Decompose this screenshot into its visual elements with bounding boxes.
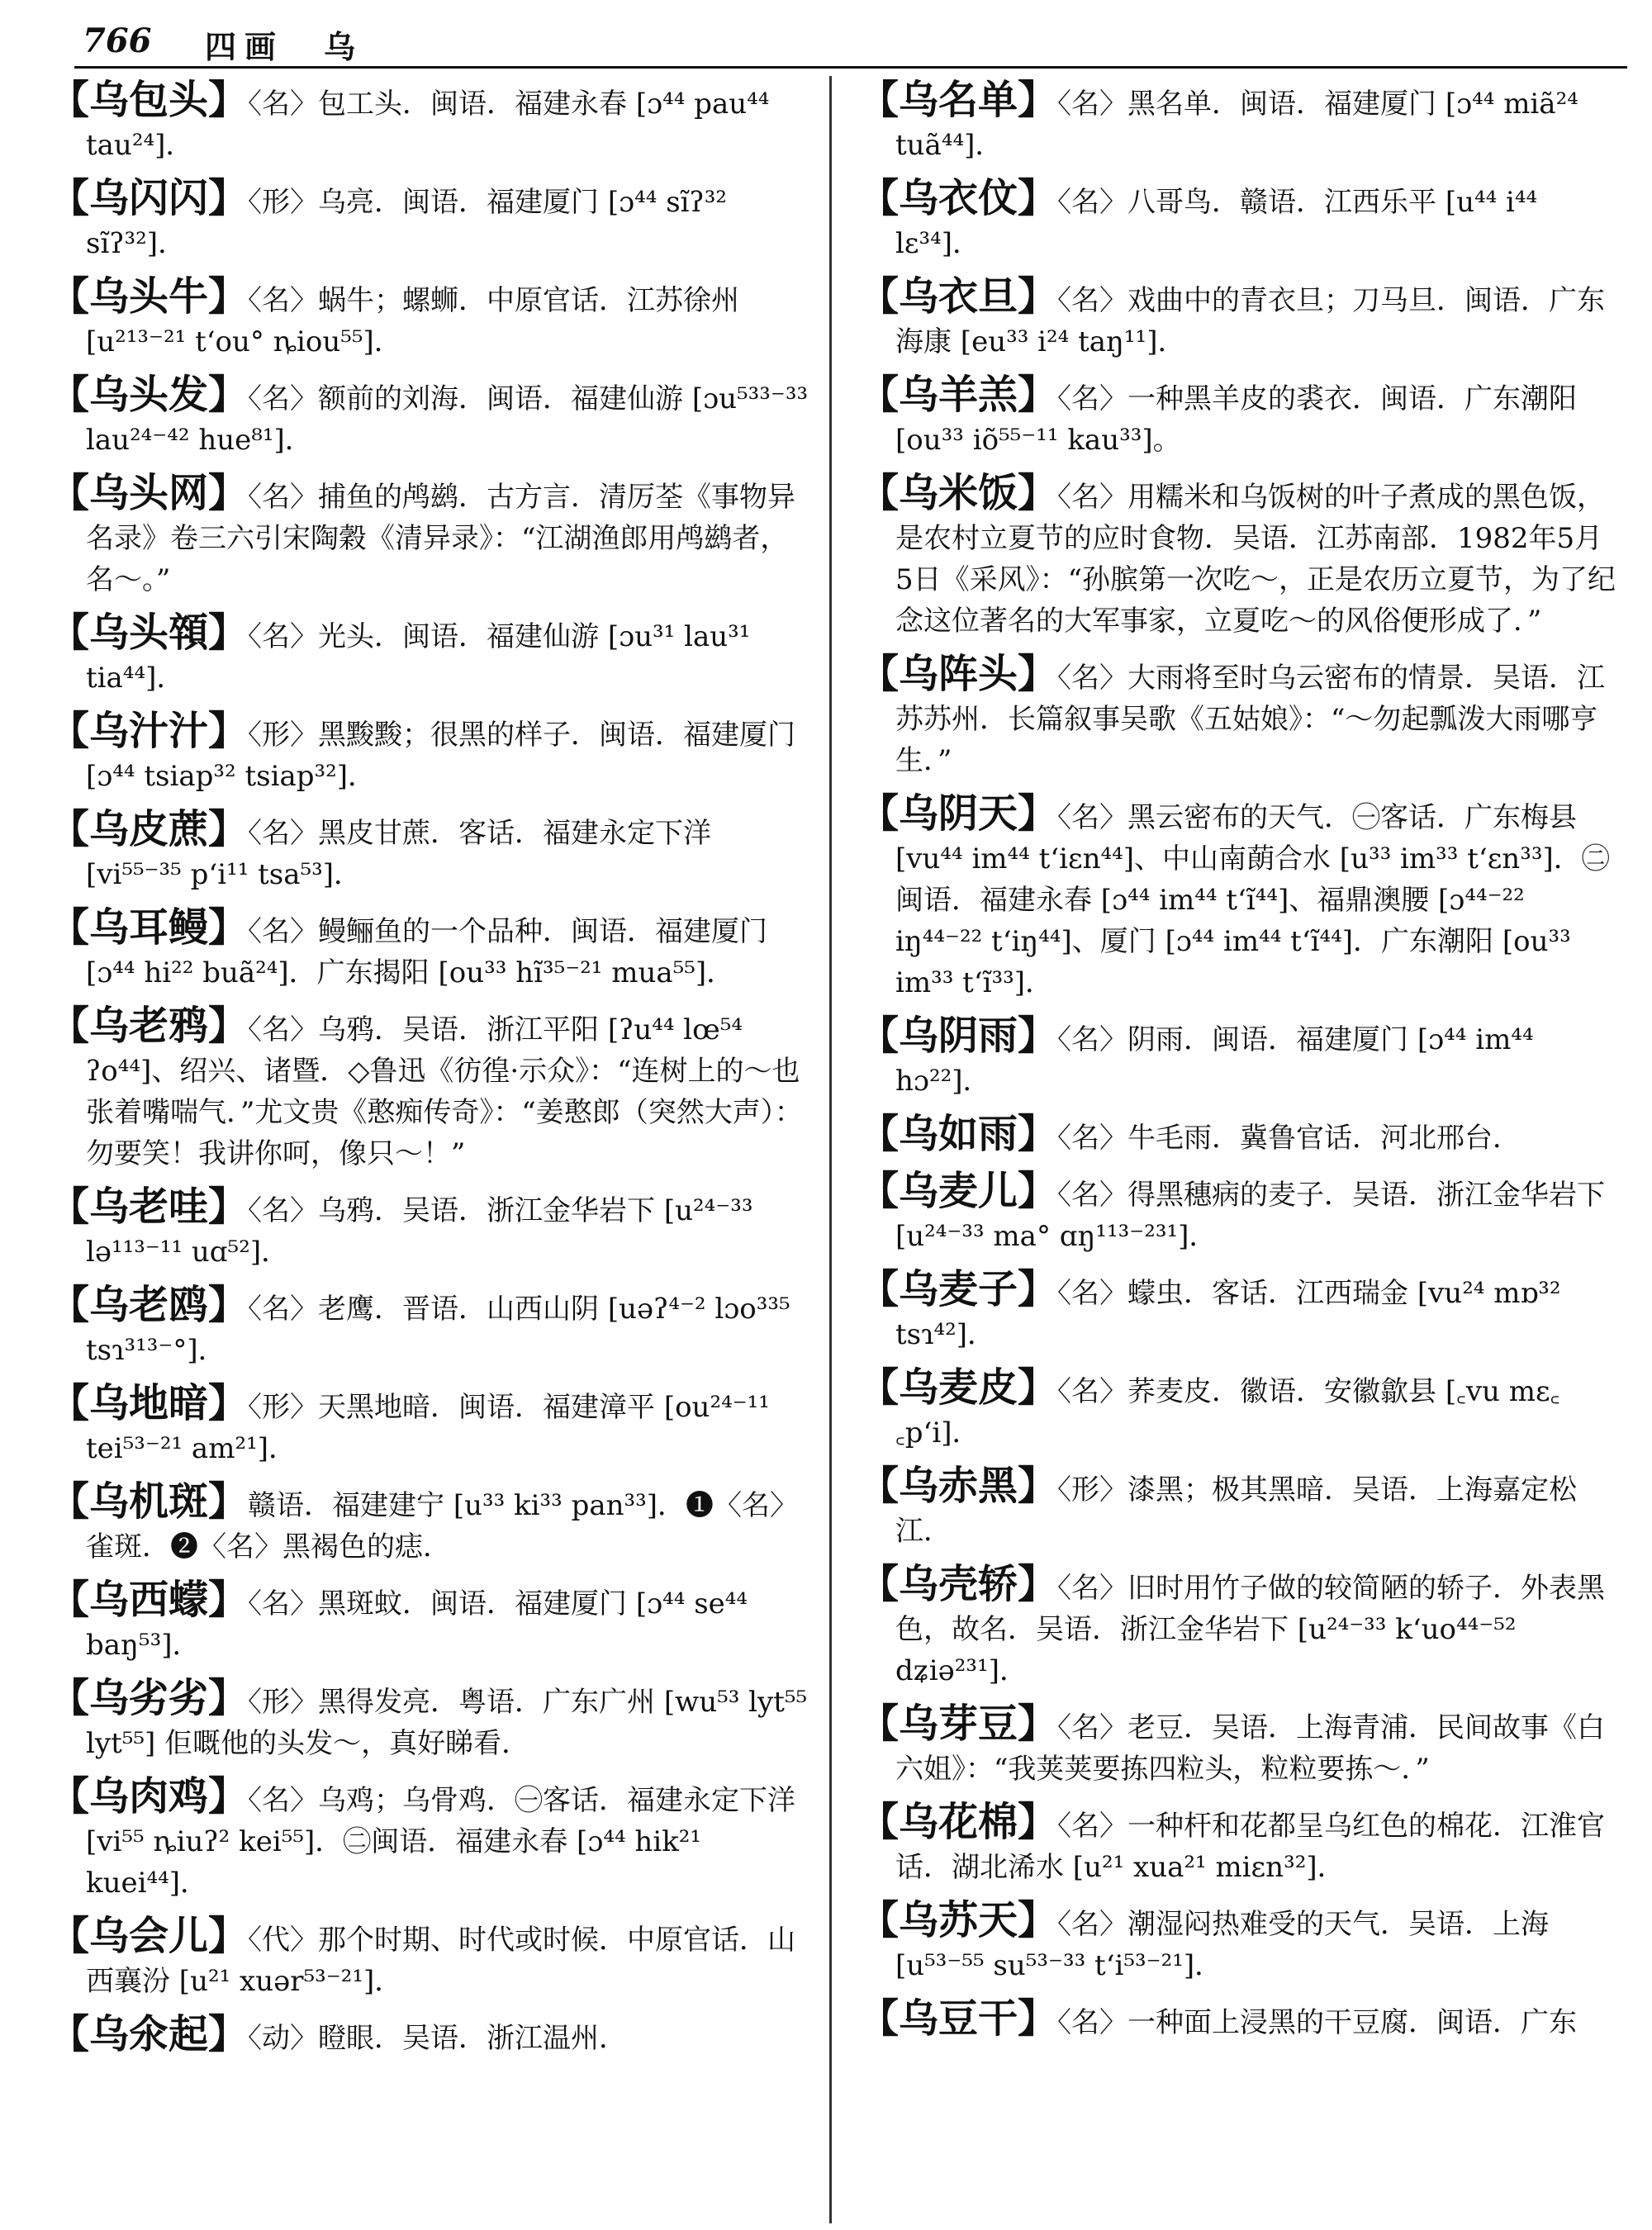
entry-headword: 【乌衣旦】: [859, 273, 1058, 320]
dictionary-entry: [50, 710, 809, 797]
entry-headword: 【乌阴雨】: [859, 1013, 1058, 1059]
entry-definition: 〈动〉瞪眼．吴语．浙江温州．: [248, 2022, 628, 2055]
dictionary-entry: [859, 1563, 1619, 1691]
entry-headword: 【乌会儿】: [50, 1913, 249, 1959]
entry-headword: 【乌头网】: [50, 470, 249, 516]
entry-headword: 【乌头牛】: [50, 273, 249, 320]
entry-headword: 【乌西蠓】: [50, 1577, 249, 1623]
entry-definition: 〈名〉老豆．吴语．上海青浦．民间故事《白六姐》：“我荚荚要拣四粒头，粒粒要拣～．”: [895, 1711, 1606, 1786]
dictionary-entry: [859, 1364, 1619, 1454]
entry-headword: 【乌赤黑】: [859, 1463, 1058, 1509]
dictionary-entry: [859, 1801, 1619, 1888]
entry-definition: 〈名〉用糯米和乌饭树的叶子煮成的黑色饭，是农村立夏节的应时食物．吴语．江苏南部．1982年5月5日《采风》：“孙膑第一次吃～，正是农历立夏节，为了纪念这位著名的大军事家，立夏吃～的风俗便形成了．”: [895, 481, 1616, 638]
entry-definition: 〈名〉黑皮甘蔗．客话．福建永定下洋 [vi⁵⁵⁻³⁵ pʻi¹¹ tsa⁵³]．: [86, 817, 712, 891]
right-column: [859, 79, 1619, 2227]
entry-definition: 赣语．福建建宁 [u³³ ki³³ pan³³]．❶〈名〉雀斑．❷〈名〉黑褐色的痣．: [86, 1489, 799, 1563]
dictionary-entry: [859, 790, 1619, 1004]
entry-headword: 【乌耳鳗】: [50, 904, 249, 951]
dictionary-entry: [859, 1015, 1619, 1102]
entry-definition: 〈名〉老鹰．晋语．山西山阴 [uəʔ⁴⁻² lɔo³³⁵ tsɿ³¹³⁻°]．: [86, 1293, 790, 1367]
entry-headword: 【乌麦子】: [859, 1266, 1058, 1312]
entry-headword: 【乌麦皮】: [859, 1364, 1058, 1411]
entry-definition: 〈名〉潮湿闷热难受的天气．吴语．上海 [u⁵³⁻⁵⁵ su⁵³⁻³³ tʻi⁵³⁻²¹]．: [895, 1908, 1550, 1982]
header-rule: [74, 66, 1627, 69]
dictionary-entry: [50, 1773, 809, 1904]
entry-definition: 〈名〉乌鸡；乌骨鸡．㊀客话．福建永定下洋 [vi⁵⁵ ȵiuʔ² kei⁵⁵]．㊁闽语．福建永春 [ɔ⁴⁴ hik²¹ kuei⁴⁴]．: [86, 1784, 796, 1900]
dictionary-entry: [859, 79, 1619, 166]
entry-headword: 【乌羊羔】: [859, 372, 1058, 418]
dictionary-entry: [50, 1915, 809, 2002]
entry-definition: 〈名〉得黑穗病的麦子．吴语．浙江金华岩下 [u²⁴⁻³³ ma° ɑŋ¹¹³⁻²³¹]．: [895, 1179, 1606, 1253]
dictionary-entry: [859, 1266, 1619, 1355]
dictionary-entry: [50, 472, 809, 600]
entry-definition: 〈名〉一种杆和花都呈乌红色的棉花．江淮官话．湖北浠水 [u²¹ xua²¹ miɛn³²]．: [895, 1810, 1606, 1884]
entry-definition: 〈形〉黑得发亮．粤语．广东广州 [wu⁵³ lyt⁵⁵ lyt⁵⁵] 佢嘅他的头发～，真好睇看．: [86, 1686, 808, 1760]
entry-headword: 【乌老鸦】: [50, 1003, 249, 1049]
dictionary-entry: [50, 1005, 809, 1174]
dictionary-entry: [859, 1897, 1619, 1986]
dictionary-entry: [50, 612, 809, 699]
dictionary-entry: [50, 2011, 809, 2059]
entry-definition: 〈形〉黑黢黢；很黑的样子．闽语．福建厦门 [ɔ⁴⁴ tsiap³² tsiap³²]．: [86, 719, 796, 793]
dictionary-entry: [50, 374, 809, 461]
entry-definition: 〈名〉蜗牛；螺蛳．中原官话．江苏徐州 [u²¹³⁻²¹ tʻou° ȵiou⁵⁵]．: [86, 284, 740, 358]
dictionary-entry: [859, 1465, 1619, 1552]
page-number: 766: [83, 21, 152, 60]
entry-headword: 【乌苏天】: [859, 1897, 1058, 1943]
dictionary-entry: [50, 1284, 809, 1371]
entry-definition: 〈名〉额前的刘海．闽语．福建仙游 [ɔu⁵³³⁻³³ lau²⁴⁻⁴² hue⁸¹]．: [86, 382, 809, 457]
entry-headword: 【乌名单】: [859, 79, 1058, 123]
entry-headword: 【乌氽起】: [50, 2011, 249, 2057]
entry-headword: 【乌头顇】: [50, 610, 249, 656]
entry-definition: 〈代〉那个时期、时代或时候．中原官话．山西襄汾 [u²¹ xuər⁵³⁻²¹]．: [86, 1924, 796, 1998]
dictionary-entry: [50, 904, 809, 994]
entry-headword: 【乌豆干】: [859, 1995, 1058, 2042]
entry-definition: 〈形〉漆黑；极其黑暗．吴语．上海嘉定松江．: [895, 1473, 1578, 1548]
dictionary-entry: [50, 1186, 809, 1273]
entry-headword: 【乌米饭】: [859, 470, 1058, 516]
entry-definition: 〈名〉大雨将至时乌云密布的情景．吴语．江苏苏州．长篇叙事吴歌《五姑娘》：“～勿起瓢泼大雨哪亨生．”: [895, 662, 1606, 777]
dictionary-entry: [859, 1995, 1619, 2043]
dictionary-entry: [859, 653, 1619, 781]
entry-headword: 【乌阵头】: [859, 651, 1058, 697]
entry-headword: 【乌劣劣】: [50, 1675, 249, 1721]
entry-definition: 〈形〉乌亮．闽语．福建厦门 [ɔ⁴⁴ sĩʔ³² sĩʔ³²]．: [86, 186, 728, 260]
entry-definition: 〈名〉牛毛雨．冀鲁官话．河北邢台．: [1057, 1122, 1521, 1155]
dictionary-entry: [50, 1677, 809, 1764]
left-column: [50, 79, 809, 2227]
dictionary-entry: [50, 1579, 809, 1666]
entry-definition: 〈形〉天黑地暗．闽语．福建漳平 [ou²⁴⁻¹¹ tei⁵³⁻²¹ am²¹]．: [86, 1391, 770, 1465]
entry-headword: 【乌花棉】: [859, 1799, 1058, 1845]
entry-definition: 〈名〉蠓虫．客话．江西瑞金 [vu²⁴ mɒ³² tsɿ⁴²]．: [895, 1277, 1561, 1351]
entry-definition: 〈名〉一种黑羊皮的裘衣．闽语．广东潮阳 [ou³³ iõ⁵⁵⁻¹¹ kau³³]。: [895, 382, 1578, 457]
dictionary-entry: [859, 175, 1619, 264]
entry-definition: 〈名〉乌鸦．吴语．浙江金华岩下 [u²⁴⁻³³ lə¹¹³⁻¹¹ uɑ⁵²]．: [86, 1194, 753, 1269]
entry-definition: 〈名〉旧时用竹子做的较简陋的轿子．外表黑色，故名．吴语．浙江金华岩下 [u²⁴⁻³³ kʻuo⁴⁴⁻⁵² dʑiə²³¹]．: [895, 1572, 1606, 1687]
entry-headword: 【乌芽豆】: [859, 1701, 1058, 1747]
entry-definition: 〈名〉黑名单．闽语．福建厦门 [ɔ⁴⁴ miã²⁴ tuã⁴⁴]．: [895, 88, 1578, 162]
column-divider: [829, 76, 832, 2223]
entry-headword: 【乌壳轿】: [859, 1561, 1058, 1607]
dictionary-entry: [50, 273, 809, 363]
dictionary-entry: [859, 374, 1619, 461]
entry-headword: 【乌衣伩】: [859, 175, 1058, 221]
entry-definition: 〈名〉一种面上浸黑的干豆腐．闽语．广东: [1057, 2006, 1578, 2039]
page-header: [83, 17, 1619, 63]
entry-headword: 【乌闪闪】: [50, 175, 249, 221]
entry-headword: 【乌汁汁】: [50, 708, 249, 754]
dictionary-entry: [50, 175, 809, 264]
dictionary-entry: [859, 1113, 1619, 1159]
dictionary-entry: [50, 806, 809, 895]
dictionary-entry: [859, 1170, 1619, 1257]
dictionary-entry: [859, 273, 1619, 363]
entry-headword: 【乌头发】: [50, 372, 249, 418]
entry-headword: 【乌肉鸡】: [50, 1773, 249, 1820]
entry-definition: 〈名〉戏曲中的青衣旦；刀马旦．闽语．广东海康 [eu³³ i²⁴ taŋ¹¹]．: [895, 284, 1606, 358]
entry-headword: 【乌如雨】: [859, 1111, 1058, 1157]
entry-headword: 【乌阴天】: [859, 790, 1058, 837]
dictionary-entry: [50, 1478, 809, 1568]
entry-headword: 【乌麦儿】: [859, 1168, 1058, 1214]
entry-headword: 【乌皮蔗】: [50, 806, 249, 852]
entry-definition: 〈名〉荞麦皮．徽语．安徽歙县 [꜀vu mɛ꜀ ꜀pʻi]．: [895, 1375, 1560, 1450]
entry-definition: 〈名〉黑云密布的天气．㊀客话．广东梅县 [vu⁴⁴ im⁴⁴ tʻiɛn⁴⁴]、中山南蓢合水 [u³³ im³³ tʻɛn³³]．㊁闽语．福建永春 [ɔ⁴⁴ im⁴⁴ tʻĩ⁴⁴]、福鼎澳腰 [ɔ⁴⁴⁻²² iŋ⁴⁴⁻²² tʻiŋ⁴⁴]、厦门 [ɔ⁴⁴ im⁴⁴ tʻĩ⁴⁴]．广东潮阳 [ou³³ im³³ tʻĩ³³]．: [895, 801, 1610, 999]
entry-definition: 〈名〉捕鱼的鸬鹚．古方言．清厉荃《事物异名录》卷三六引宋陶穀《清异录》：“江湖渔郎用鸬鹚者，名～。”: [86, 481, 796, 596]
entry-headword: 【乌地暗】: [50, 1380, 249, 1426]
entry-headword: 【乌老哇】: [50, 1184, 249, 1230]
entry-definition: 〈名〉八哥鸟．赣语．江西乐平 [u⁴⁴ i⁴⁴ lɛ³⁴]．: [895, 186, 1538, 260]
entry-definition: 〈名〉阴雨．闽语．福建厦门 [ɔ⁴⁴ im⁴⁴ hɔ²²]．: [895, 1023, 1534, 1098]
dictionary-entry: [50, 1380, 809, 1469]
entry-headword: 【乌包头】: [50, 79, 249, 123]
entry-definition: 〈名〉包工头．闽语．福建永春 [ɔ⁴⁴ pau⁴⁴ tau²⁴]．: [86, 88, 770, 162]
running-title: 四画 乌: [205, 28, 364, 65]
dictionary-entry: [859, 472, 1619, 642]
entry-definition: 〈名〉乌鸦．吴语．浙江平阳 [ʔu⁴⁴ lœ⁵⁴ ʔo⁴⁴]、绍兴、诸暨．◇鲁迅《彷徨·示众》：“连树上的～也张着嘴喘气．”尤文贵《憨痴传奇》：“姜憨郎（突然大声）：勿要笑！我讲你呵，像只～！”: [86, 1013, 803, 1170]
dictionary-entry: [859, 1703, 1619, 1790]
entry-headword: 【乌机斑】: [50, 1478, 249, 1525]
dictionary-entry: [50, 79, 809, 166]
entry-definition: 〈名〉鳗鲡鱼的一个品种．闽语．福建厦门 [ɔ⁴⁴ hi²² buã²⁴]．广东揭阳 [ou³³ hĩ³⁵⁻²¹ mua⁵⁵]．: [86, 915, 768, 989]
entry-definition: 〈名〉光头．闽语．福建仙游 [ɔu³¹ lau³¹ tia⁴⁴]．: [86, 620, 751, 695]
entry-definition: 〈名〉黑斑蚊．闽语．福建厦门 [ɔ⁴⁴ se⁴⁴ baŋ⁵³]．: [86, 1587, 748, 1662]
entry-headword: 【乌老鸥】: [50, 1282, 249, 1328]
